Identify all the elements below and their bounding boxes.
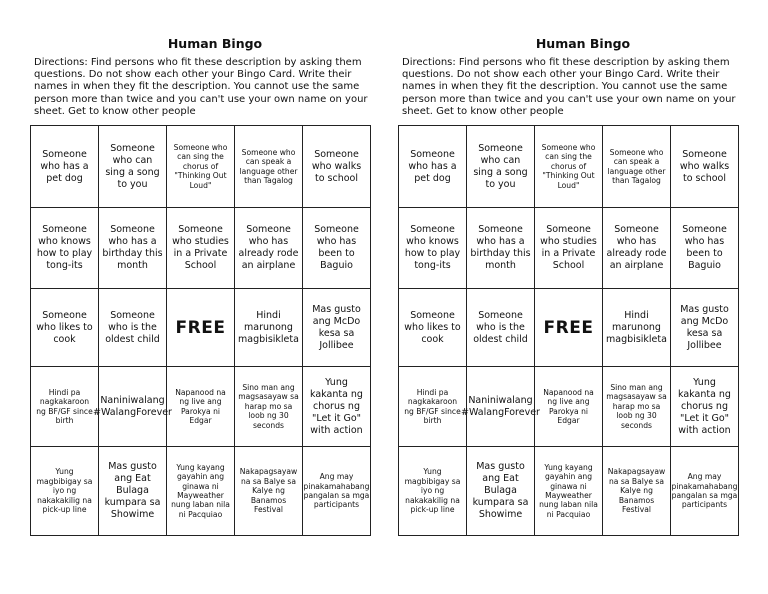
bingo-cell: Someone who likes to cook: [31, 289, 99, 367]
bingo-cell: Napanood na ng live ang Parokya ni Edgar: [535, 367, 603, 447]
bingo-cell: Hindi marunong magbisikleta: [235, 289, 303, 367]
bingo-cell: Yung magbibigay sa iyo ng nakakakilig na pick-up line: [31, 447, 99, 536]
bingo-cell: Napanood na ng live ang Parokya ni Edgar: [167, 367, 235, 447]
bingo-grid: [30, 125, 371, 536]
bingo-cell: Someone who has already rode an airplane: [235, 208, 303, 289]
bingo-cell: Hindi marunong magbisikleta: [603, 289, 671, 367]
bingo-cell: Hindi pa nagkakaroon ng BF/GF since birth: [399, 367, 467, 447]
bingo-cell: Someone who is the oldest child: [467, 289, 535, 367]
bingo-cell: Mas gusto ang McDo kesa sa Jollibee: [671, 289, 739, 367]
bingo-cell: Sino man ang magsasayaw sa harap mo sa loob ng 30 seconds: [603, 367, 671, 447]
bingo-cell: Someone who can sing a song to you: [467, 126, 535, 208]
bingo-cell: Nakapagsayaw na sa Balye sa Kalye ng Banamos Festival: [235, 447, 303, 536]
bingo-cell: Someone who walks to school: [303, 126, 371, 208]
bingo-cell: Sino man ang magsasayaw sa harap mo sa loob ng 30 seconds: [235, 367, 303, 447]
bingo-cell: Someone who can sing the chorus of "Thinking Out Loud": [535, 126, 603, 208]
directions-text: Directions: Find persons who fit these description by asking them questions. Do not show each other your Bingo Card. Write their names in when they fit the description. You cannot use the same person more than twice and you can't use your own name on your sheet. Get to know other people: [34, 57, 368, 117]
bingo-cell: Someone who can sing a song to you: [99, 126, 167, 208]
bingo-cell: Someone who has a pet dog: [399, 126, 467, 208]
free-space: FREE: [167, 289, 235, 367]
bingo-cell: Naniniwalang #WalangForever: [99, 367, 167, 447]
bingo-cell: Someone who studies in a Private School: [167, 208, 235, 289]
bingo-cell: Hindi pa nagkakaroon ng BF/GF since birth: [31, 367, 99, 447]
directions-text: Directions: Find persons who fit these description by asking them questions. Do not show each other your Bingo Card. Write their names in when they fit the description. You cannot use the same person more than twice and you can't use your own name on your sheet. Get to know other people: [402, 57, 736, 117]
bingo-cell: Mas gusto ang McDo kesa sa Jollibee: [303, 289, 371, 367]
bingo-cell: Someone who has already rode an airplane: [603, 208, 671, 289]
bingo-cell: Someone who can speak a language other than Tagalog: [235, 126, 303, 208]
bingo-cell: Someone who can speak a language other than Tagalog: [603, 126, 671, 208]
bingo-cell: Someone who has been to Baguio: [303, 208, 371, 289]
bingo-cell: Ang may pinakamahabang pangalan sa mga participants: [303, 447, 371, 536]
bingo-cell: Mas gusto ang Eat Bulaga kumpara sa Showime: [99, 447, 167, 536]
bingo-cell: Ang may pinakamahabang pangalan sa mga participants: [671, 447, 739, 536]
bingo-cell: Naniniwalang #WalangForever: [467, 367, 535, 447]
bingo-cell: Someone who knows how to play tong-its: [31, 208, 99, 289]
bingo-cell: Someone who has a birthday this month: [99, 208, 167, 289]
sheet-title: Human Bingo: [167, 36, 263, 51]
bingo-cell: Someone who walks to school: [671, 126, 739, 208]
bingo-cell: Nakapagsayaw na sa Balye sa Kalye ng Banamos Festival: [603, 447, 671, 536]
bingo-cell: Yung kayang gayahin ang ginawa ni Mayweather nung laban nila ni Pacquiao: [535, 447, 603, 536]
bingo-cell: Mas gusto ang Eat Bulaga kumpara sa Showime: [467, 447, 535, 536]
bingo-grid: [398, 125, 739, 536]
bingo-cell: Someone who has a birthday this month: [467, 208, 535, 289]
free-space: FREE: [535, 289, 603, 367]
bingo-cell: Someone who knows how to play tong-its: [399, 208, 467, 289]
bingo-cell: Someone who is the oldest child: [99, 289, 167, 367]
bingo-cell: Someone who likes to cook: [399, 289, 467, 367]
bingo-cell: Yung kakanta ng chorus ng "Let it Go" with action: [671, 367, 739, 447]
bingo-cell: Someone who can sing the chorus of "Thinking Out Loud": [167, 126, 235, 208]
bingo-cell: Yung kayang gayahin ang ginawa ni Mayweather nung laban nila ni Pacquiao: [167, 447, 235, 536]
bingo-cell: Someone who studies in a Private School: [535, 208, 603, 289]
bingo-cell: Someone who has a pet dog: [31, 126, 99, 208]
bingo-sheet-left: [30, 0, 400, 520]
bingo-sheet-right: [398, 0, 768, 520]
bingo-cell: Yung kakanta ng chorus ng "Let it Go" with action: [303, 367, 371, 447]
bingo-cell: Yung magbibigay sa iyo ng nakakakilig na pick-up line: [399, 447, 467, 536]
bingo-cell: Someone who has been to Baguio: [671, 208, 739, 289]
sheet-title: Human Bingo: [535, 36, 631, 51]
